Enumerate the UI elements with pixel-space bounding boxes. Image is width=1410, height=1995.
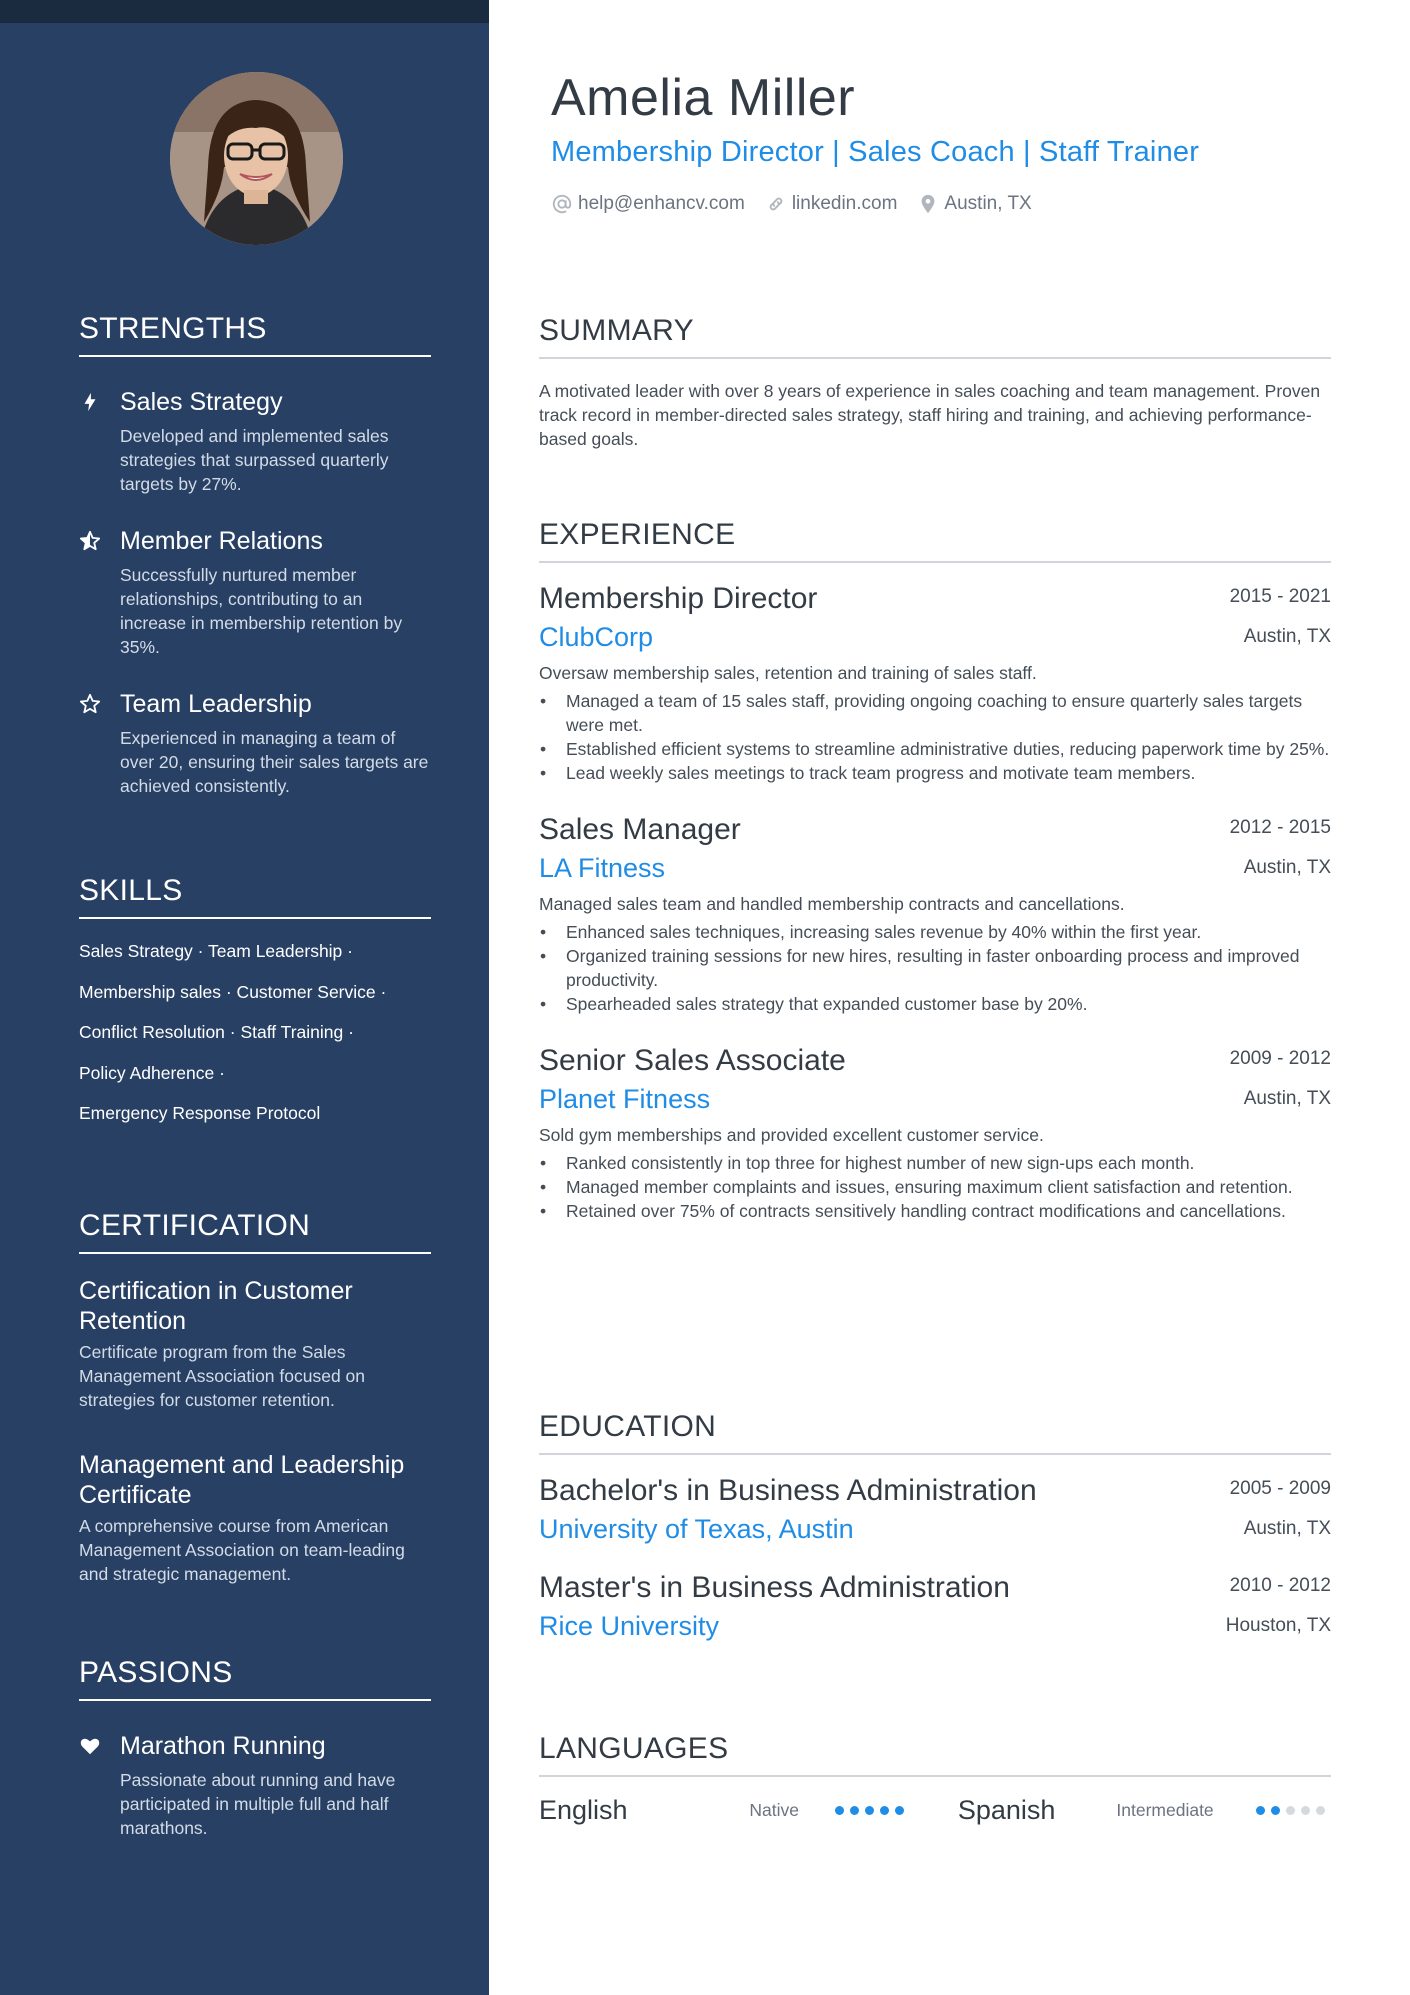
skill-line: Policy Adherence · bbox=[79, 1062, 225, 1083]
at-icon bbox=[551, 193, 573, 215]
certification-description: Certificate program from the Sales Management Association focused on strategies for customer retention. bbox=[79, 1342, 366, 1410]
languages-section bbox=[539, 1732, 1331, 1826]
strength-item bbox=[79, 526, 431, 659]
education-section bbox=[539, 1410, 1331, 1642]
job-location: Austin, TX bbox=[1243, 1088, 1331, 1109]
job-bullet: • Organized training sessions for new hires, resulting in faster onboarding process and improved productivity. bbox=[539, 944, 1331, 992]
job-dates: 2015 - 2021 bbox=[1229, 586, 1331, 607]
experience-section bbox=[539, 518, 1331, 1223]
skill-line: Conflict Resolution · Staff Training · bbox=[79, 1022, 354, 1042]
job-bullets bbox=[539, 1151, 1331, 1223]
rating-dot-filled bbox=[1256, 1806, 1265, 1815]
certification-title: Management and Leadership Certificate bbox=[79, 1451, 405, 1509]
experience-entry bbox=[539, 582, 1331, 785]
job-bullet: • Lead weekly sales meetings to track team progress and motivate team members. bbox=[539, 761, 1331, 785]
strength-item bbox=[79, 387, 431, 496]
candidate-role: Membership Director | Sales Coach | Staff Trainer bbox=[551, 136, 1200, 168]
strength-description: Developed and implemented sales strategies that surpassed quarterly targets by 27%. bbox=[120, 426, 389, 494]
job-dates: 2012 - 2015 bbox=[1229, 817, 1331, 838]
language-rating bbox=[1256, 1806, 1331, 1815]
degree-title: Bachelor's in Business Administration bbox=[539, 1474, 1037, 1507]
company-name: ClubCorp bbox=[539, 622, 654, 652]
experience-entry bbox=[539, 813, 1331, 1016]
strength-title: Member Relations bbox=[120, 527, 323, 555]
certification-section bbox=[79, 1209, 431, 1586]
rating-dot-empty bbox=[1286, 1806, 1295, 1815]
contact-linkedin-text: linkedin.com bbox=[791, 193, 898, 214]
job-bullet: • Ranked consistently in top three for highest number of new sign-ups each month. bbox=[539, 1151, 1331, 1175]
job-bullet: • Spearheaded sales strategy that expanded customer base by 20%. bbox=[539, 992, 1331, 1016]
rating-dot-empty bbox=[1316, 1806, 1325, 1815]
job-dates: 2009 - 2012 bbox=[1229, 1048, 1331, 1069]
strength-item bbox=[79, 689, 431, 798]
job-bullet: • Established efficient systems to streamline administrative duties, reducing paperwork time by 25%. bbox=[539, 737, 1331, 761]
job-description: Sold gym memberships and provided excellent customer service. bbox=[539, 1125, 1044, 1145]
rating-dot-filled bbox=[880, 1806, 889, 1815]
skill-line: Sales Strategy · Team Leadership · bbox=[79, 941, 353, 961]
skills-section bbox=[79, 874, 431, 1134]
certification-item bbox=[79, 1450, 431, 1586]
sidebar bbox=[0, 0, 489, 1995]
strength-description: Experienced in managing a team of over 20, ensuring their sales targets are achieved consistently. bbox=[120, 728, 429, 796]
strengths-section bbox=[79, 312, 431, 798]
star-outline-icon bbox=[79, 693, 101, 715]
rating-dot-filled bbox=[895, 1806, 904, 1815]
certification-item bbox=[79, 1276, 431, 1412]
school-name: Rice University bbox=[539, 1611, 720, 1641]
candidate-name: Amelia Miller bbox=[551, 69, 856, 127]
skill-line: Membership sales · Customer Service · bbox=[79, 981, 387, 1002]
passions-section bbox=[79, 1656, 431, 1840]
job-bullet: • Enhanced sales techniques, increasing sales revenue by 40% within the first year. bbox=[539, 920, 1331, 944]
education-dates: 2005 - 2009 bbox=[1229, 1478, 1331, 1499]
skill-line: Emergency Response Protocol bbox=[79, 1103, 321, 1123]
education-location: Austin, TX bbox=[1243, 1518, 1331, 1539]
job-bullets bbox=[539, 920, 1331, 1016]
school-name: University of Texas, Austin bbox=[539, 1514, 854, 1544]
job-bullet: • Managed a team of 15 sales staff, providing ongoing coaching to ensure quarterly sales targets were met. bbox=[539, 689, 1331, 737]
job-title: Membership Director bbox=[539, 582, 818, 615]
language-name: English bbox=[539, 1795, 628, 1825]
language-name: Spanish bbox=[957, 1795, 1056, 1825]
avatar bbox=[170, 72, 343, 245]
summary-text: A motivated leader with over 8 years of experience in sales coaching and team management. Proven track record in member-directed sales strategy, staff hiring and training, and achieving performance-based goals. bbox=[539, 381, 1321, 449]
education-dates: 2010 - 2012 bbox=[1229, 1575, 1331, 1596]
rating-dot-filled bbox=[865, 1806, 874, 1815]
language-level: Native bbox=[749, 1800, 800, 1820]
rating-dot-empty bbox=[1301, 1806, 1310, 1815]
summary-section bbox=[539, 314, 1331, 451]
contact-location bbox=[917, 193, 1031, 215]
languages-row bbox=[539, 1795, 1331, 1826]
job-bullets bbox=[539, 689, 1331, 785]
rating-dot-filled bbox=[835, 1806, 844, 1815]
rating-dot-filled bbox=[850, 1806, 859, 1815]
contact-linkedin[interactable] bbox=[765, 193, 898, 215]
strength-title: Sales Strategy bbox=[120, 388, 283, 416]
contact-location-text: Austin, TX bbox=[944, 193, 1032, 214]
language-rating bbox=[835, 1806, 958, 1815]
star-half-icon bbox=[79, 530, 101, 552]
education-location: Houston, TX bbox=[1225, 1615, 1331, 1636]
heart-icon bbox=[79, 1735, 101, 1757]
passions-heading: PASSIONS bbox=[79, 1656, 431, 1701]
job-title: Sales Manager bbox=[539, 813, 741, 846]
education-heading: EDUCATION bbox=[539, 1410, 1331, 1455]
experience-heading: EXPERIENCE bbox=[539, 518, 1331, 563]
passion-item bbox=[79, 1731, 431, 1840]
strengths-heading: STRENGTHS bbox=[79, 312, 431, 357]
strength-title: Team Leadership bbox=[120, 690, 312, 718]
job-bullet: • Managed member complaints and issues, ensuring maximum client satisfaction and retention. bbox=[539, 1175, 1331, 1199]
certification-heading: CERTIFICATION bbox=[79, 1209, 431, 1254]
education-entry bbox=[539, 1571, 1331, 1642]
profile-photo bbox=[170, 72, 343, 245]
passion-title: Marathon Running bbox=[120, 1732, 326, 1760]
job-description: Managed sales team and handled membership contracts and cancellations. bbox=[539, 894, 1125, 914]
certification-title: Certification in Customer Retention bbox=[79, 1277, 353, 1335]
job-location: Austin, TX bbox=[1243, 626, 1331, 647]
job-description: Oversaw membership sales, retention and training of sales staff. bbox=[539, 663, 1037, 683]
job-title: Senior Sales Associate bbox=[539, 1044, 846, 1077]
sidebar-top-bar bbox=[0, 0, 489, 23]
contact-email-text: help@enhancv.com bbox=[578, 193, 745, 214]
skills-list bbox=[79, 931, 431, 1134]
skills-heading: SKILLS bbox=[79, 874, 431, 919]
languages-heading: LANGUAGES bbox=[539, 1732, 1331, 1777]
experience-entry bbox=[539, 1044, 1331, 1223]
link-icon bbox=[765, 193, 787, 215]
certification-description: A comprehensive course from American Management Association on team-leading and strategic management. bbox=[79, 1516, 405, 1584]
passion-description: Passionate about running and have participated in multiple full and half marathons. bbox=[120, 1770, 396, 1838]
summary-heading: SUMMARY bbox=[539, 314, 1331, 359]
company-name: Planet Fitness bbox=[539, 1084, 711, 1114]
contact-email[interactable] bbox=[551, 193, 745, 215]
strength-description: Successfully nurtured member relationships, contributing to an increase in membership retention by 35%. bbox=[120, 565, 403, 657]
rating-dot-filled bbox=[1271, 1806, 1280, 1815]
job-location: Austin, TX bbox=[1243, 857, 1331, 878]
job-bullet: • Retained over 75% of contracts sensitively handling contract modifications and cancellations. bbox=[539, 1199, 1331, 1223]
degree-title: Master's in Business Administration bbox=[539, 1571, 1010, 1604]
education-entry bbox=[539, 1474, 1331, 1545]
company-name: LA Fitness bbox=[539, 853, 666, 883]
language-level: Intermediate bbox=[1116, 1800, 1214, 1820]
lightning-icon bbox=[79, 391, 101, 413]
contact-info bbox=[551, 193, 1052, 215]
location-pin-icon bbox=[917, 193, 939, 215]
